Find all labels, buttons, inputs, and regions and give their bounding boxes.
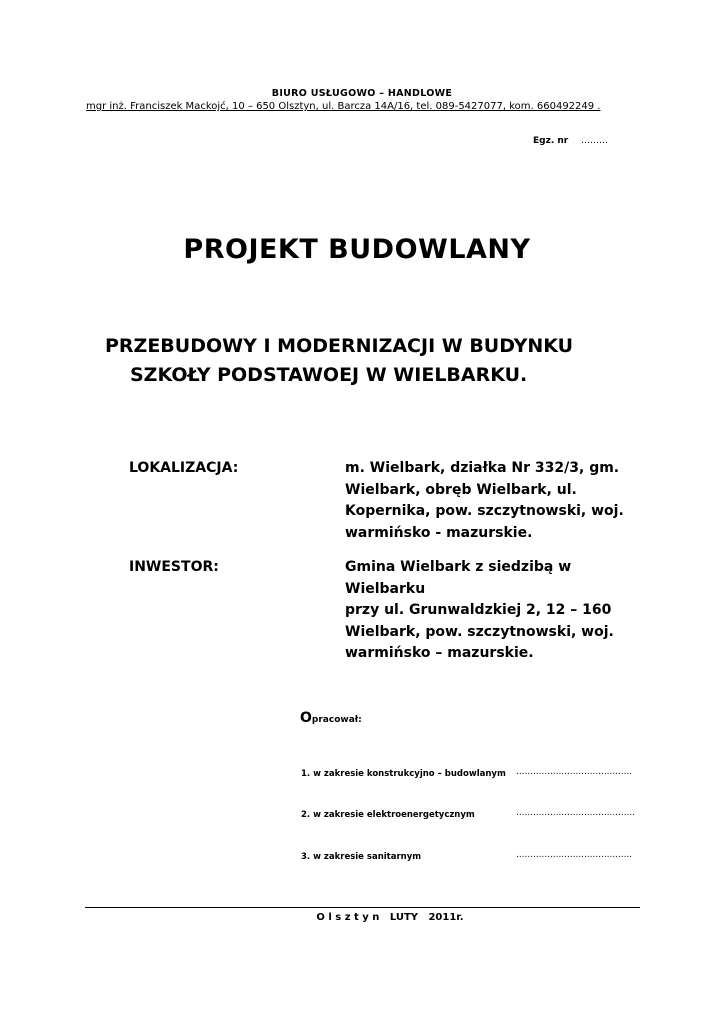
investor-line: Wielbark, pow. szczytnowski, woj. — [345, 623, 614, 640]
signature-line-sanitary: ………………………………….. — [516, 850, 632, 860]
investor-line: przy ul. Grunwaldzkiej 2, 12 – 160 — [345, 602, 612, 618]
signature-line-structural: ………………………………….. — [516, 767, 632, 777]
investor-line: Gmina Wielbark z siedzibą w Wielbarku — [345, 559, 572, 597]
investor-label: INWESTOR: — [129, 559, 219, 575]
footer-place-date: O l s z t y n LUTY 2011r. — [316, 912, 464, 923]
firm-name: BIURO USŁUGOWO – HANDLOWE — [271, 88, 453, 99]
prepared-item-structural: 1. w zakresie konstrukcyjno – budowlanym — [301, 769, 506, 779]
investor-value — [345, 557, 645, 665]
firm-address: mgr inż. Franciszek Mackojć, 10 – 650 Olsztyn, ul. Barcza 14A/16, tel. 089-5427077, kom. 660492249 . — [86, 101, 601, 112]
prepared-by-rest: pracował: — [311, 715, 362, 725]
prepared-item-electrical: 2. w zakresie elektroenergetycznym — [301, 810, 475, 820]
prepared-item-sanitary: 3. w zakresie sanitarnym — [301, 852, 422, 862]
signature-line-electrical: …………………………………… — [516, 808, 635, 818]
project-subtitle-line-1: PRZEBUDOWY I MODERNIZACJI W BUDYNKU — [105, 335, 574, 357]
copy-number-label: Egz. nr — [533, 136, 569, 146]
document-title: PROJEKT BUDOWLANY — [183, 234, 531, 265]
location-label: LOKALIZACJA: — [129, 460, 239, 476]
footer-divider — [85, 907, 640, 908]
prepared-by-heading — [300, 710, 362, 726]
prepared-by-initial: O — [300, 710, 312, 726]
location-line: m. Wielbark, działka Nr 332/3, gm. — [345, 460, 620, 476]
location-value — [345, 458, 645, 544]
investor-line: warmińsko – mazurskie. — [345, 645, 534, 661]
location-line: Kopernika, pow. szczytnowski, woj. — [345, 503, 624, 519]
location-line: Wielbark, obręb Wielbark, ul. — [345, 481, 577, 498]
project-subtitle-line-2: SZKOŁY PODSTAWOEJ W WIELBARKU. — [130, 364, 528, 386]
copy-number-blank: ……… — [581, 136, 608, 146]
location-line: warmińsko - mazurskie. — [345, 524, 533, 541]
